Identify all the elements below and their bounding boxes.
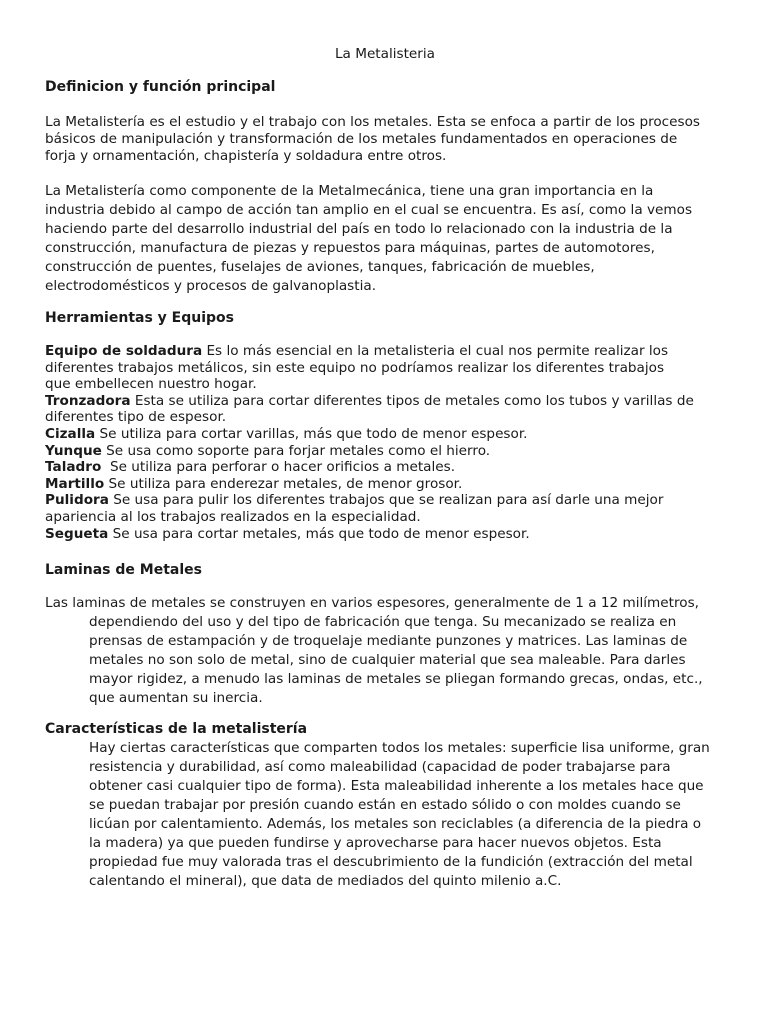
tools-list (45, 343, 725, 542)
tool-item-equipo-soldadura (45, 343, 725, 393)
tool-description: que embellecen nuestro hogar. (45, 376, 257, 393)
tool-name: Segueta (45, 525, 109, 542)
paragraph-definicion-2 (45, 182, 725, 296)
tool-name: Martillo (45, 475, 105, 492)
tool-description: diferentes trabajos metálicos, sin este equipo no podríamos realizar los diferentes trabajos (45, 359, 665, 376)
tool-description: Se usa como soporte para forjar metales como el hierro. (101, 442, 491, 459)
tool-description: Se usa para cortar metales, más que todo de menor espesor. (108, 525, 530, 542)
document-title: La Metalisteria (334, 46, 435, 62)
text-line: La Metalistería es el estudio y el trabajo con los metales. Esta se enfoca a partir de los procesos (45, 114, 700, 130)
tool-description: Se usa para pulir los diferentes trabajos que se realizan para así darle una mejor (108, 492, 664, 509)
paragraph-laminas (45, 594, 725, 708)
text-line: mayor rigidez, a menudo las laminas de metales se pliegan formando grecas, ondas, etc., (89, 671, 703, 687)
text-line: La Metalistería como componente de la Metalmecánica, tiene una gran importancia en la (45, 183, 654, 199)
text-line: electrodomésticos y procesos de galvanoplastia. (45, 278, 377, 294)
tool-item-segueta (45, 526, 725, 543)
tool-description: apariencia al los trabajos realizados en la especialidad. (45, 508, 421, 525)
text-line: metales no son solo de metal, sino de cualquier material que sea maleable. Para darles (89, 652, 686, 668)
tool-name: Taladro (45, 459, 102, 476)
tool-description: diferentes tipo de espesor. (45, 409, 227, 426)
tool-item-tronzadora (45, 393, 725, 426)
text-line: obtener casi cualquier tipo de forma). Esta maleabilidad inherente a los metales hace que (89, 778, 704, 794)
tool-item-taladro (45, 459, 725, 476)
text-line: la madera) ya que pueden fundirse y aprovecharse para hacer nuevos objetos. Esta (89, 835, 662, 851)
text-line: resistencia y durabilidad, así como maleabilidad (capacidad de poder trabajarse para (89, 759, 671, 775)
tool-item-yunque (45, 443, 725, 460)
text-line: Hay ciertas características que comparten todos los metales: superficie lisa uniforme, gran (89, 740, 710, 756)
heading-caracteristicas: Características de la metalistería (45, 721, 308, 737)
text-line: básicos de manipulación y transformación de los metales fundamentados en operaciones de (45, 131, 678, 147)
tool-item-martillo (45, 476, 725, 493)
text-line: licúan por calentamiento. Además, los metales son reciclables (a diferencia de la piedra o (89, 816, 702, 832)
paragraph-definicion-1 (45, 114, 725, 165)
tool-name: Pulidora (45, 492, 109, 509)
tool-item-pulidora (45, 492, 725, 525)
text-line: construcción de puentes, fuselajes de aviones, tanques, fabricación de muebles, (45, 259, 595, 275)
text-line: haciendo parte del desarrollo industrial del país en todo lo relacionado con la industria de la (45, 221, 673, 237)
tool-name: Cizalla (45, 425, 96, 442)
paragraph-caracteristicas (45, 739, 725, 891)
text-line: industria debido al campo de acción tan amplio en el cual se encuentra. Es así, como la vemos (45, 202, 693, 218)
text-line: construcción, manufactura de piezas y repuestos para máquinas, partes de automotores, (45, 240, 655, 256)
heading-laminas: Laminas de Metales (45, 562, 202, 578)
tool-description: Se utiliza para cortar varillas, más que todo de menor espesor. (95, 425, 528, 442)
text-line: Las laminas de metales se construyen en varios espesores, generalmente de 1 a 12 milímetros, (45, 595, 699, 611)
text-line: forja y ornamentación, chapistería y soldadura entre otros. (45, 148, 447, 164)
tool-name: Tronzadora (45, 392, 131, 409)
tool-name: Equipo de soldadura (45, 343, 203, 359)
tool-item-cizalla (45, 426, 725, 443)
text-line: prensas de estampación y de troquelaje mediante punzones y matrices. Las laminas de (89, 633, 688, 649)
text-line: se puedan trabajar por presión cuando están en estado sólido o con moldes cuando se (89, 797, 681, 813)
tool-description: Se utiliza para perforar o hacer orificios a metales. (101, 459, 456, 476)
tool-description: Es lo más esencial en la metalisteria el cual nos permite realizar los (202, 343, 669, 359)
heading-herramientas: Herramientas y Equipos (45, 310, 234, 326)
tool-name: Yunque (45, 442, 102, 459)
text-line: dependiendo del uso y del tipo de fabricación que tenga. Su mecanizado se realiza en (89, 614, 677, 630)
tool-description: Esta se utiliza para cortar diferentes tipos de metales como los tubos y varillas de (130, 392, 694, 409)
tool-description: Se utiliza para enderezar metales, de menor grosor. (104, 475, 463, 492)
text-line: calentando el mineral), que data de mediados del quinto milenio a.C. (89, 873, 562, 889)
text-line: que aumentan su inercia. (89, 690, 263, 706)
heading-definicion: Definicion y función principal (45, 79, 276, 95)
text-line: propiedad fue muy valorada tras el descubrimiento de la fundición (extracción del metal (89, 854, 693, 870)
